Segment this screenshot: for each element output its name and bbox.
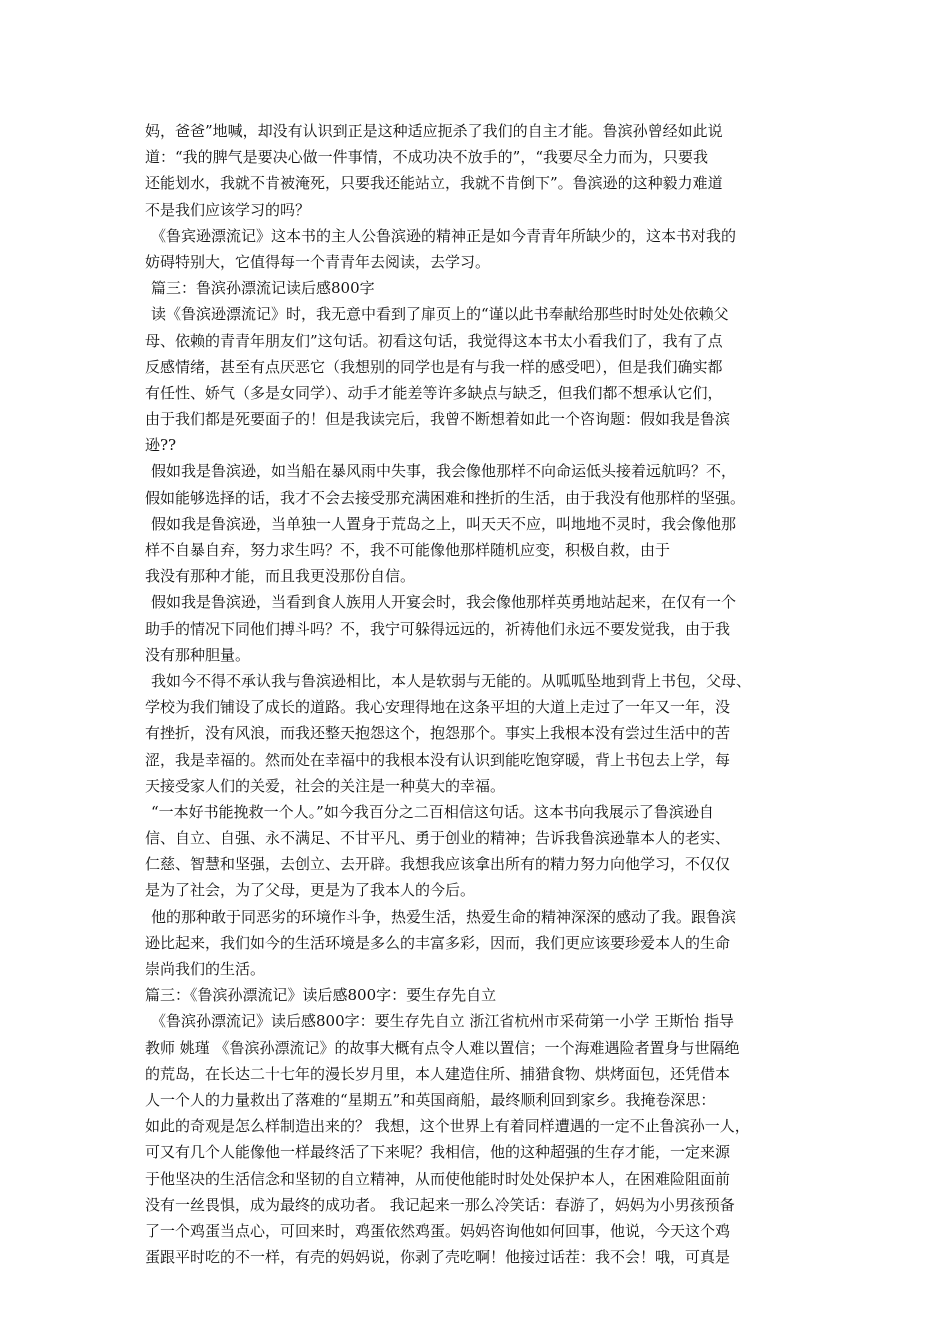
text-line: 有挫折，没有风浪，而我还整天抱怨这个，抱怨那个。事实上我根本没有尝过生活中的苦: [145, 724, 731, 743]
text-line: 假如我是鲁滨逊，当看到食人族用人开宴会时，我会像他那样英勇地站起来，在仅有一个: [151, 593, 737, 612]
text-line: 逊比起来，我们如今的生活环境是多么的丰富多彩，因而，我们更应该要珍爱本人的生命: [145, 933, 731, 952]
document-body: [145, 118, 815, 1270]
text-line: 还能划水，我就不肯被淹死，只要我还能站立，我就不肯倒下”。鲁滨逊的这种毅力难道: [145, 174, 723, 193]
text-line: 母、依赖的青青年朋友们”这句话。初看这句话，我觉得这本书太小看我们了，我有了点: [145, 331, 723, 350]
text-line: 反感情绪，甚至有点厌恶它（我想别的同学也是有与我一样的感受吧），但是我们确实都: [145, 357, 723, 376]
text-line: 可又有几个人能像他一样最终活了下来呢？我相信，他的这种超强的生存才能，一定来源: [145, 1143, 731, 1162]
text-line: 《鲁滨孙漂流记》读后感800字：要生存先自立 浙江省杭州市采荷第一小学 王斯怡 指导: [151, 1012, 734, 1031]
text-line: 篇三：《鲁滨孙漂流记》读后感800字：要生存先自立: [145, 986, 497, 1005]
text-line: 了一个鸡蛋当点心，可回来时，鸡蛋依然鸡蛋。妈妈咨询他如何回事，他说，今天这个鸡: [145, 1221, 731, 1240]
text-line: 妈，爸爸”地喊，却没有认识到正是这种适应扼杀了我们的自主才能。鲁滨孙曾经如此说: [145, 122, 723, 140]
text-line: 没有那种胆量。: [145, 645, 251, 664]
text-line: 假如我是鲁滨逊，如当船在暴风雨中失事，我会像他那样不向命运低头接着远航吗？不，: [151, 462, 737, 481]
text-line: 涩，我是幸福的。然而处在幸福中的我根本没有认识到能吃饱穿暖，背上书包去上学，每: [145, 750, 731, 769]
text-line: 天接受家人们的关爱，社会的关注是一种莫大的幸福。: [145, 776, 506, 795]
text-line: 崇尚我们的生活。: [145, 960, 266, 978]
text-line: 妨碍特别大，它值得每一个青青年去阅读，去学习。: [145, 252, 491, 271]
text-line: 样不自暴自弃，努力求生吗？不，我不可能像他那样随机应变，积极自救，由于: [145, 541, 671, 559]
text-line: 助手的情况下同他们搏斗吗？不，我宁可躲得远远的，祈祷他们永远不要发觉我，由于我: [145, 619, 731, 638]
text-line: 假如我是鲁滨逊，当单独一人置身于荒岛之上，叫天天不应，叫地地不灵时，我会像他那: [151, 514, 737, 533]
text-line: “一本好书能挽救一个人。”如今我百分之二百相信这句话。这本书向我展示了鲁滨逊自: [151, 802, 714, 821]
text-line: 我没有那种才能，而且我更没那份自信。: [145, 567, 416, 586]
text-line: 信、自立、自强、永不满足、不甘平凡、勇于创业的精神；告诉我鲁滨逊靠本人的老实、: [145, 829, 731, 848]
text-line: 假如能够选择的话，我才不会去接受那充满困难和挫折的生活，由于我没有他那样的坚强。: [145, 488, 746, 507]
text-line: 的荒岛，在长达二十七年的漫长岁月里，本人建造住所、捕猎食物、烘烤面包，还凭借本: [145, 1064, 731, 1083]
text-line: 人一个人的力量救出了落难的“星期五”和英国商船，最终顺利回到家乡。我掩卷深思：: [145, 1090, 716, 1109]
text-line: 如此的奇观是怎么样制造出来的？ 我想，这个世界上有着同样遭遇的一定不止鲁滨孙一人，: [145, 1117, 750, 1136]
text-line: 我如今不得不承认我与鲁滨逊相比，本人是软弱与无能的。从呱呱坠地到背上书包，父母、: [151, 671, 752, 690]
text-line: 没有一丝畏惧，成为最终的成功者。 我记起来一那么冷笑话：春游了，妈妈为小男孩预备: [145, 1195, 735, 1214]
text-line: 逊??: [145, 436, 177, 455]
text-line: 于他坚决的生活信念和坚韧的自立精神，从而使他能时时处处保护本人，在困难险阻面前: [145, 1169, 731, 1188]
text-line: 有任性、娇气（多是女同学）、动手才能差等许多缺点与缺乏，但我们都不想承认它们，: [145, 383, 723, 402]
text-line: 《鲁宾逊漂流记》这本书的主人公鲁滨逊的精神正是如今青青年所缺少的，这本书对我的: [151, 226, 737, 245]
text-line: 仁慈、智慧和坚强，去创立、去开辟。我想我应该拿出所有的精力努力向他学习，不仅仅: [145, 855, 731, 874]
text-line: 道：“我的脾气是要决心做一件事情，不成功决不放手的”，“我要尽全力而为，只要我: [145, 148, 709, 167]
text-line: 蛋跟平时吃的不一样，有壳的妈妈说，你剥了壳吃啊！他接过话茬：我不会！哦，可真是: [145, 1248, 731, 1267]
text-line: 他的那种敢于同恶劣的环境作斗争，热爱生活，热爱生命的精神深深的感动了我。跟鲁滨: [151, 907, 737, 926]
text-line: 学校为我们铺设了成长的道路。我心安理得地在这条平坦的大道上走过了一年又一年，没: [145, 698, 731, 717]
text-line: 由于我们都是死要面子的！但是我读完后，我曾不断想着如此一个咨询题：假如我是鲁滨: [145, 410, 731, 429]
text-line: 篇三：鲁滨孙漂流记读后感800字: [151, 279, 375, 298]
text-line: 读《鲁滨逊漂流记》时，我无意中看到了扉页上的“谨以此书奉献给那些时时处处依赖父: [151, 305, 729, 324]
text-line: 教师 姚瑾 《鲁滨孙漂流记》的故事大概有点令人难以置信；一个海难遇险者置身与世隔绝: [145, 1038, 740, 1057]
text-line: 是为了社会，为了父母，更是为了我本人的今后。: [145, 881, 476, 900]
text-line: 不是我们应该学习的吗？: [145, 200, 311, 219]
